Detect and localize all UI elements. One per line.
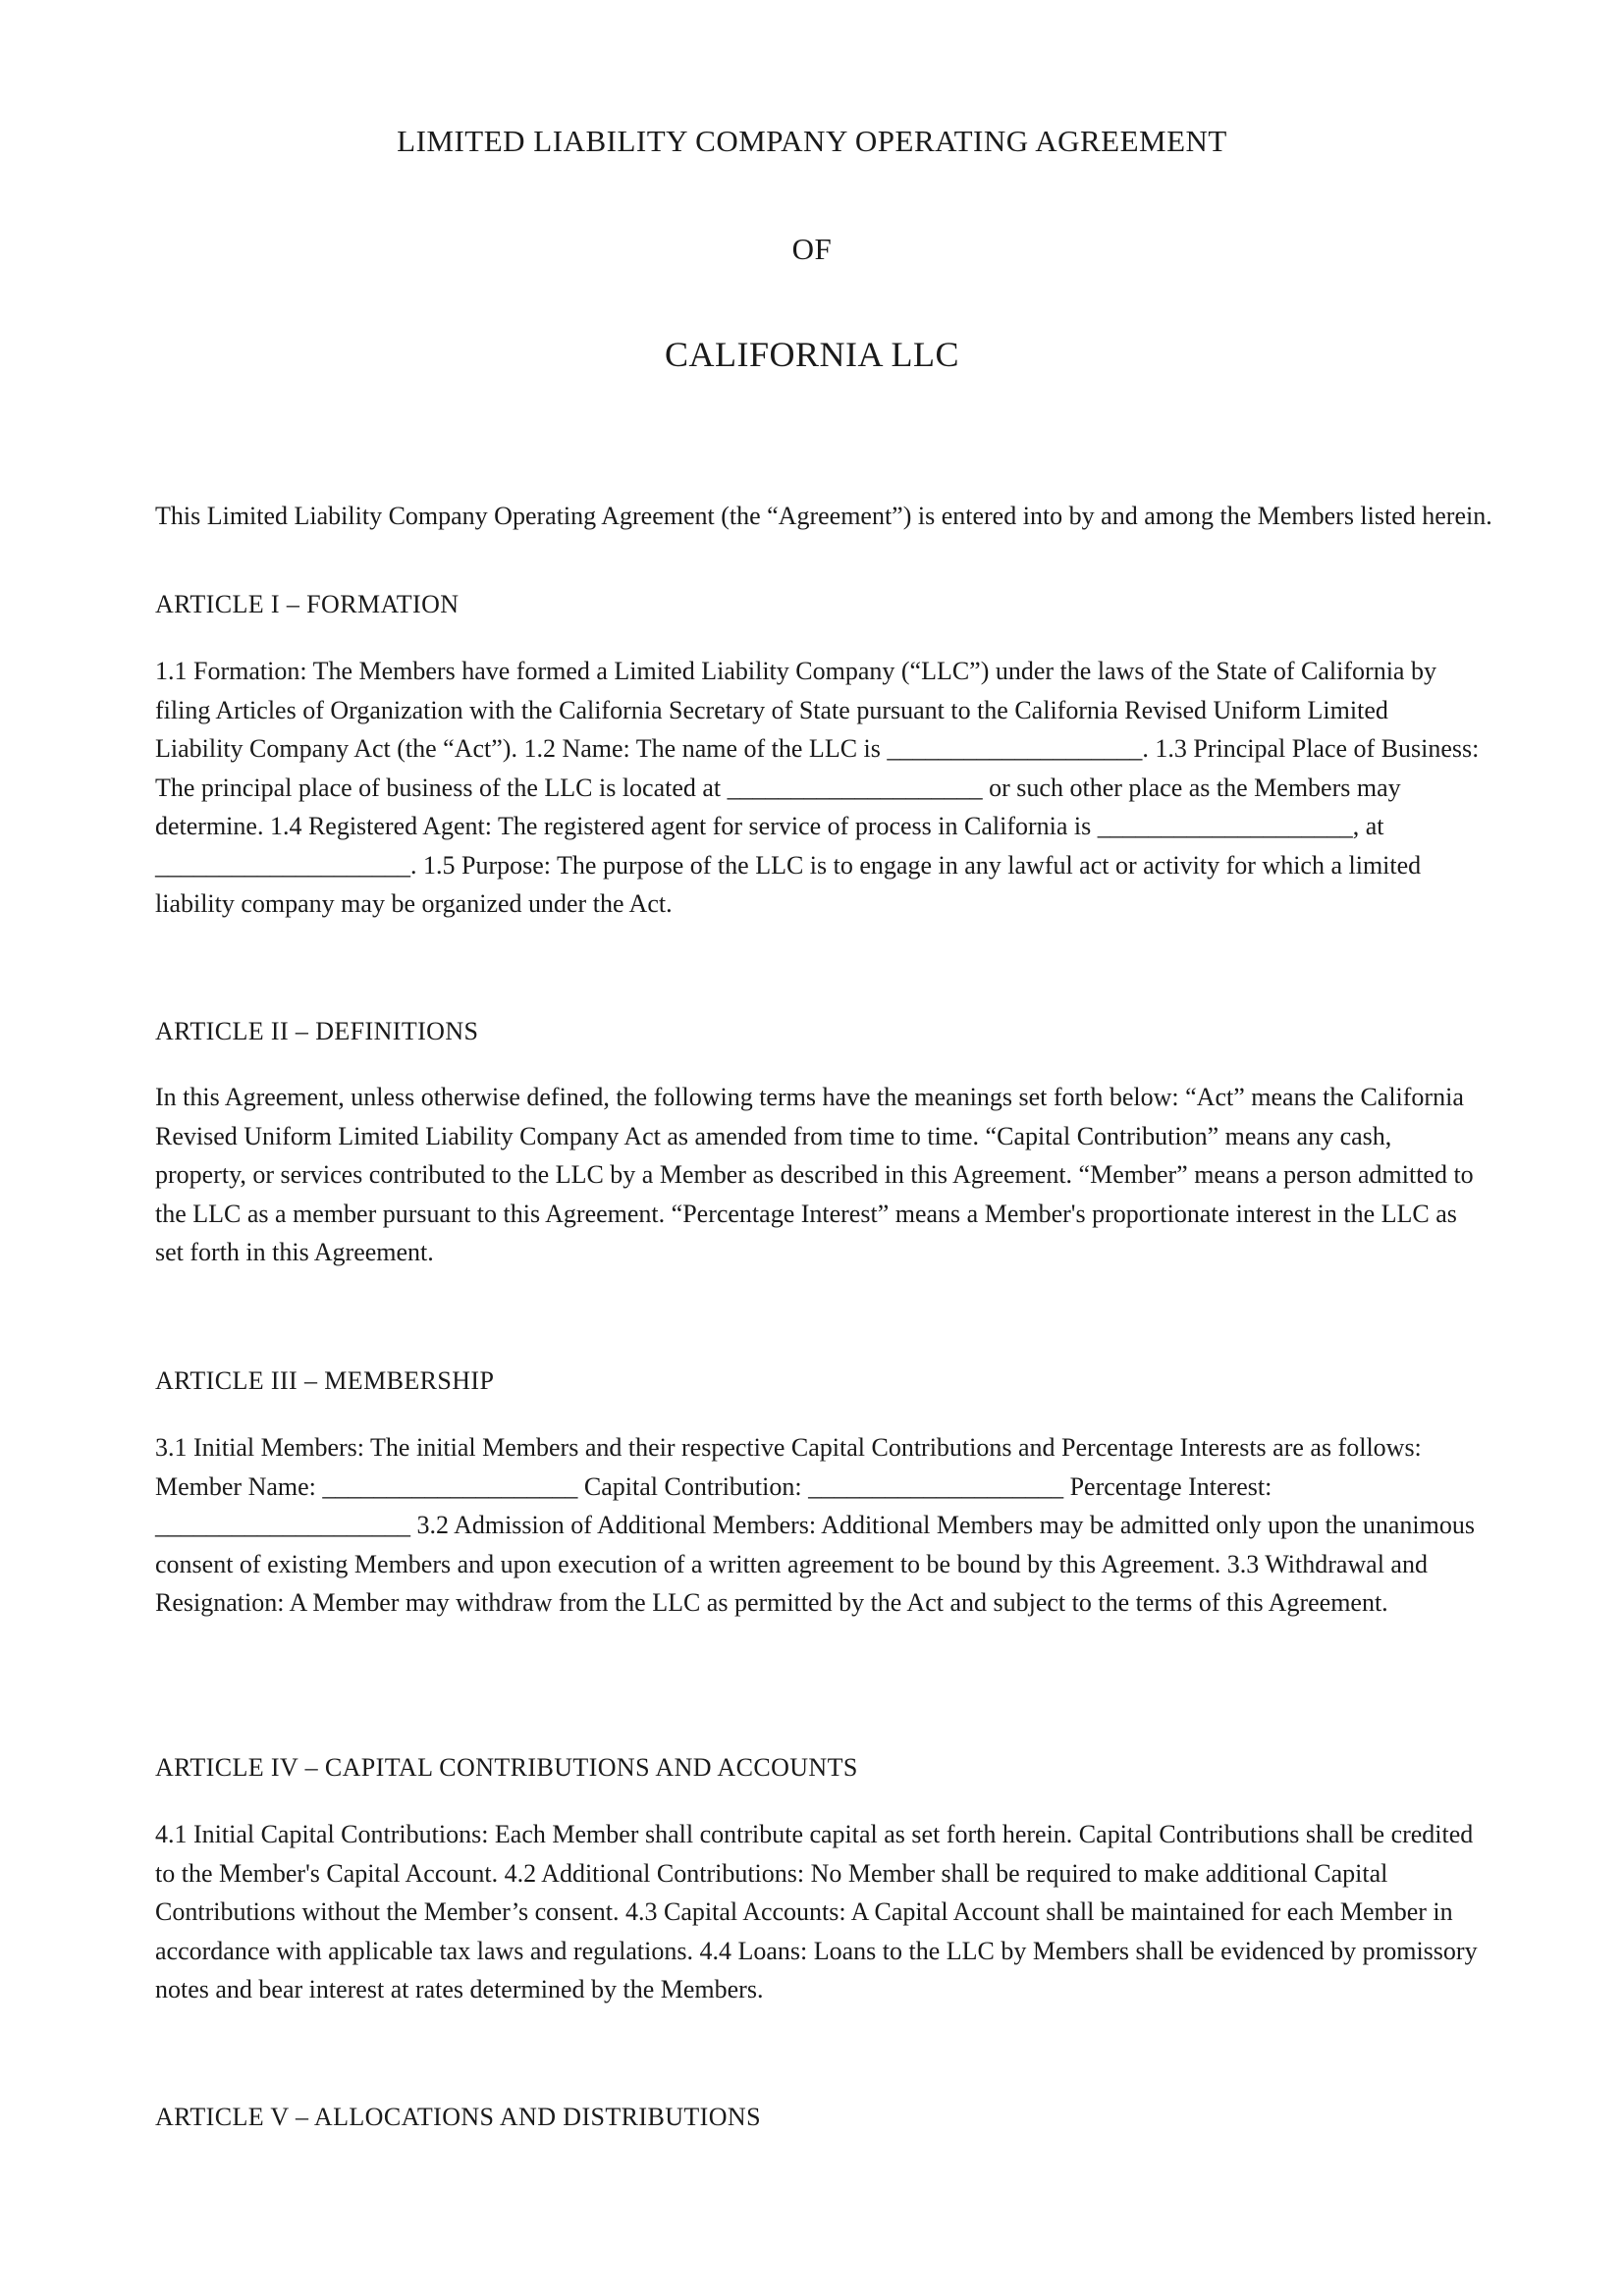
article-3-heading: ARTICLE III – MEMBERSHIP [155, 1366, 495, 1395]
article-3-body: 3.1 Initial Members: The initial Members and their respective Capital Contributions and Percentage Interests are as follows: Member Name: ____________________ Capital Contribution: ____________________ Percentage Interest: ____________________ 3.2 Admission of Additional Members: Additional Members may be admitted only upon the unanimous consent of existing Members and upon execution of a written agreement to be bound by this Agreement. 3.3 Withdrawal and Resignation: A Member may withdraw from the LLC as permitted by the Act and subject to the terms of this Agreement. [155, 1433, 1475, 1617]
article-5-heading: ARTICLE V – ALLOCATIONS AND DISTRIBUTIONS [155, 2103, 761, 2131]
article-1-body: 1.1 Formation: The Members have formed a Limited Liability Company (“LLC”) under the laws of the State of California by filing Articles of Organization with the California Secretary of State pursuant to the California Revised Uniform Limited Liability Company Act (the “Act”). 1.2 Name: The name of the LLC is ____________________. 1.3 Principal Place of Business: The principal place of business of the LLC is located at ____________________ or such other place as the Members may determine. 1.4 Registered Agent: The registered agent for service of process in California is ____________________, at ____________________. 1.5 Purpose: The purpose of the LLC is to engage in any lawful act or activity for which a limited liability company may be organized under the Act. [155, 657, 1480, 918]
article-2-heading: ARTICLE II – DEFINITIONS [155, 1017, 479, 1045]
article-4-heading: ARTICLE IV – CAPITAL CONTRIBUTIONS AND ACCOUNTS [155, 1753, 858, 1782]
intro-paragraph: This Limited Liability Company Operating Agreement (the “Agreement”) is entered into by and among the Members listed herein. [155, 502, 1492, 530]
article-2-body: In this Agreement, unless otherwise defined, the following terms have the meanings set forth below: “Act” means the California Revised Uniform Limited Liability Company Act as amended from time to time. “Capital Contribution” means any cash, property, or services contributed to the LLC by a Member as described in this Agreement. “Member” means a person admitted to the LLC as a member pursuant to this Agreement. “Percentage Interest” means a Member's proportionate interest in the LLC as set forth in this Agreement. [155, 1083, 1474, 1266]
article-4-body: 4.1 Initial Capital Contributions: Each Member shall contribute capital as set forth herein. Capital Contributions shall be credited to the Member's Capital Account. 4.2 Additional Contributions: No Member shall be required to make additional Capital Contributions without the Member’s consent. 4.3 Capital Accounts: A Capital Account shall be maintained for each Member in accordance with applicable tax laws and regulations. 4.4 Loans: Loans to the LLC by Members shall be evidenced by promissory notes and bear interest at rates determined by the Members. [155, 1820, 1478, 2003]
document-title-of: OF [791, 232, 833, 266]
article-1-heading: ARTICLE I – FORMATION [155, 590, 460, 618]
company-name-title: CALIFORNIA LLC [664, 335, 959, 374]
document-title: LIMITED LIABILITY COMPANY OPERATING AGREEMENT [397, 124, 1227, 158]
